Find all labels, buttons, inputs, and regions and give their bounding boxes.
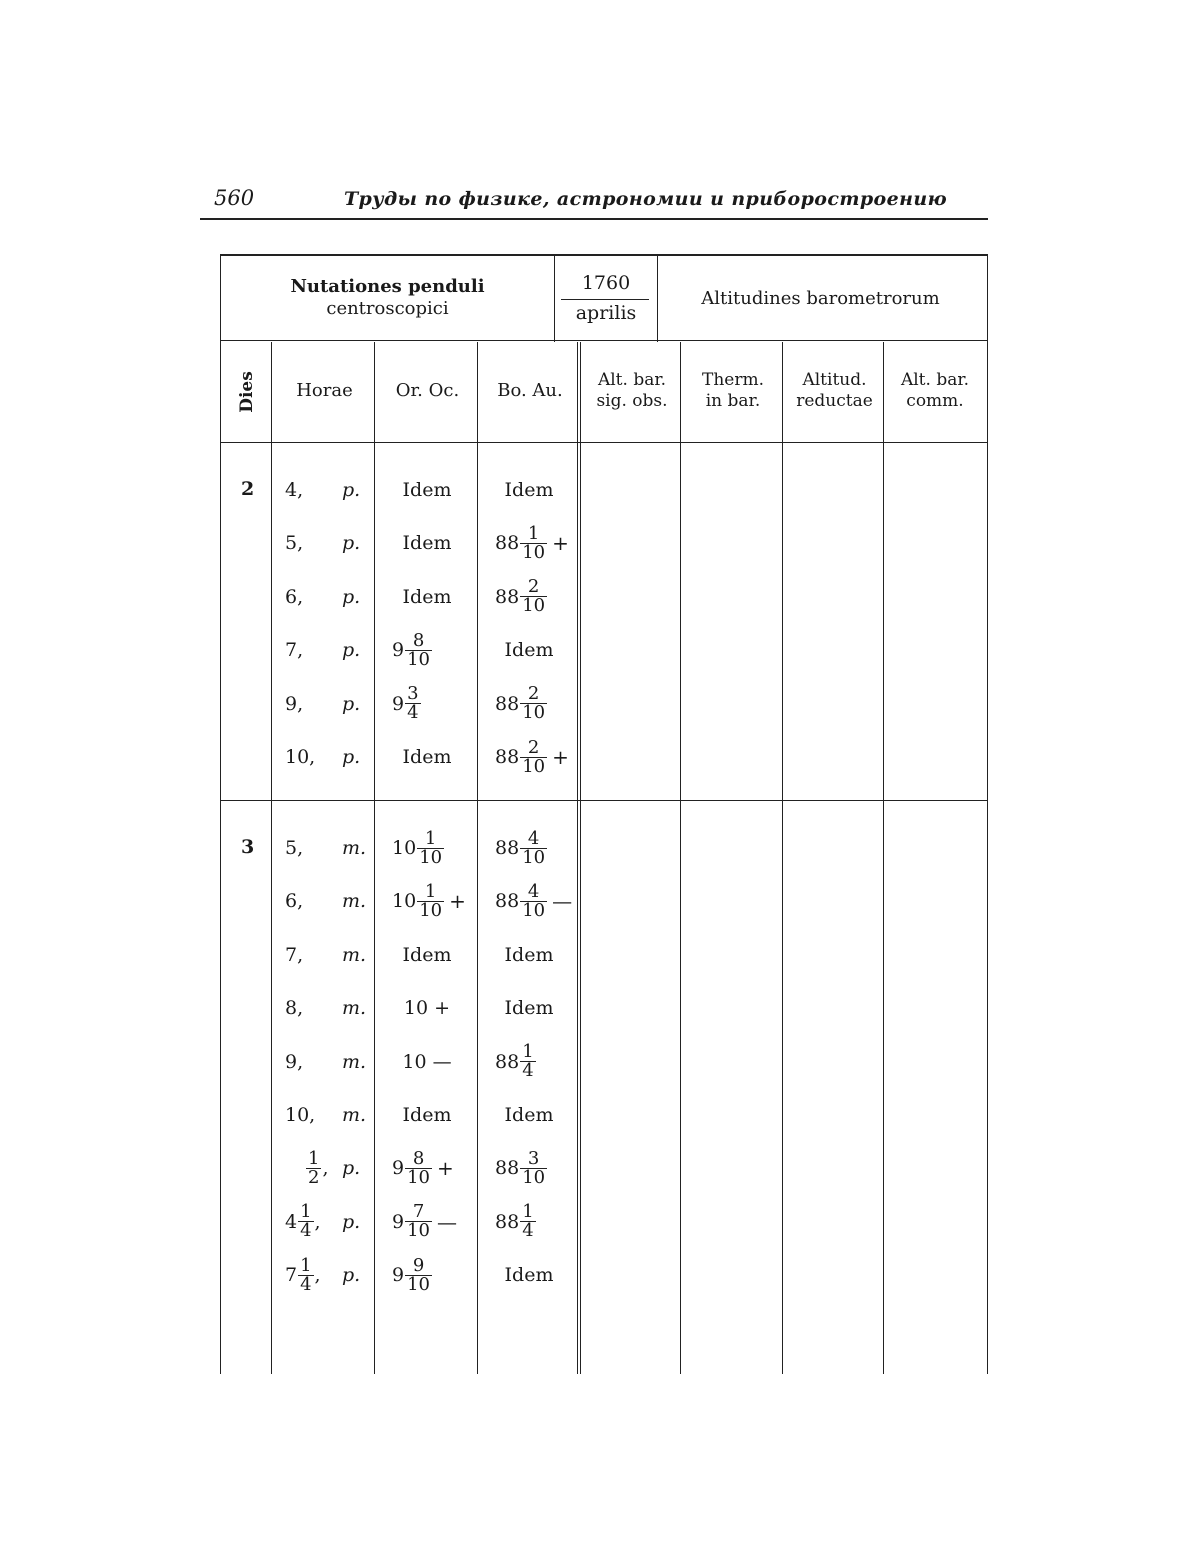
hour-value: 7, (285, 943, 304, 966)
fraction (520, 1043, 535, 1080)
hour-value: 5, (285, 532, 304, 555)
bo-au-value (479, 628, 579, 672)
fraction-numerator: 2 (527, 576, 540, 598)
bo-au-value (479, 1253, 579, 1297)
observation-table (220, 254, 988, 1374)
fraction-numerator: 2 (527, 736, 540, 758)
hour-cell (285, 1253, 375, 1297)
hour-period: p. (342, 1210, 361, 1233)
date-header (554, 256, 658, 342)
col-header-alt-bar-comm (885, 370, 985, 412)
fraction-denominator: 2 (308, 1166, 320, 1188)
fraction-numerator: 2 (527, 683, 540, 705)
hour-period: m. (342, 837, 367, 859)
cell-text: Idem (504, 1264, 554, 1287)
col-header-alt-bar-obs-line1: Alt. bar. (597, 370, 667, 390)
fraction (520, 736, 547, 777)
fraction-denominator: 10 (522, 595, 546, 617)
or-oc-value (376, 933, 478, 977)
col-header-therm (682, 370, 784, 412)
or-oc-value (376, 735, 478, 779)
or-oc-value (376, 575, 478, 619)
fraction-numerator: 1 (522, 1201, 534, 1223)
or-oc-value (376, 468, 478, 512)
fraction (405, 1254, 432, 1295)
fraction (520, 578, 547, 615)
hour-period: p. (342, 1157, 361, 1180)
sign-mark: + (437, 1156, 454, 1181)
hour-value: 9, (285, 1050, 304, 1073)
fraction-denominator: 10 (419, 846, 443, 868)
cell-text: Idem (402, 746, 452, 768)
fraction-denominator: 10 (419, 899, 443, 921)
col-header-altitud-reductae (784, 370, 885, 412)
col-header-comm-line2: comm. (906, 391, 964, 411)
month-label: aprilis (575, 302, 637, 324)
hour-value: 10, (285, 1104, 316, 1126)
bo-au-value (479, 1146, 579, 1190)
sign-mark: + (449, 889, 466, 914)
whole-part: 9 (392, 1264, 405, 1287)
cell-text: Idem (504, 479, 554, 501)
whole-part: 88 (495, 837, 520, 859)
hour-value: 10, (285, 746, 316, 768)
col-header-altitud-line2: reductae (796, 391, 873, 411)
hour-period: m. (342, 890, 367, 913)
hour-separator: , (322, 1157, 329, 1180)
fraction-numerator: 1 (527, 522, 540, 544)
fraction (520, 880, 547, 921)
running-header (200, 184, 988, 220)
or-oc-value (376, 1200, 478, 1244)
bo-au-value (479, 735, 579, 779)
bo-au-value (479, 879, 579, 923)
fraction (298, 1203, 313, 1240)
hour-separator: , (314, 1264, 321, 1287)
hour-period: p. (342, 746, 361, 768)
hour-cell (285, 521, 375, 565)
fraction-denominator: 4 (300, 1273, 312, 1295)
fraction-denominator: 10 (522, 1166, 546, 1188)
whole-part: 88 (495, 585, 520, 608)
hour-separator: , (314, 1210, 321, 1233)
column-header-rule (221, 442, 987, 443)
hour-value: 6, (285, 890, 304, 913)
fraction-numerator: 1 (522, 1041, 534, 1063)
fraction-numerator: 4 (527, 880, 540, 902)
hour-period: p. (342, 1264, 361, 1287)
fraction (520, 685, 547, 722)
col-header-alt-bar-obs-line2: sig. obs. (596, 391, 668, 411)
fraction-numerator: 3 (527, 1147, 540, 1169)
col-header-or-oc: Or. Oc. (395, 380, 460, 401)
bo-au-value (479, 1040, 579, 1084)
bo-au-value (479, 521, 579, 565)
col-divider (782, 342, 783, 1374)
cell-text: Idem (504, 1104, 554, 1126)
whole-part: 9 (392, 639, 405, 662)
fraction (405, 685, 420, 722)
year-divider (561, 299, 649, 300)
hour-cell (285, 575, 375, 619)
fraction-denominator: 10 (407, 1166, 430, 1188)
whole-part: 88 (495, 692, 520, 715)
bo-au-value (479, 826, 579, 870)
col-header-dies-label: Dies (237, 371, 257, 413)
hour-whole: 4 (285, 1210, 298, 1233)
fraction-denominator: 10 (407, 1220, 430, 1242)
bo-au-value (479, 575, 579, 619)
sign-mark: + (552, 531, 569, 556)
hour-cell (285, 1200, 375, 1244)
fraction (405, 1203, 432, 1240)
col-divider (883, 342, 884, 1374)
cell-text: Idem (504, 639, 554, 662)
or-oc-value (376, 1253, 478, 1297)
whole-part: 9 (392, 1157, 405, 1180)
whole-part: 9 (392, 1210, 405, 1233)
fraction-denominator: 10 (522, 846, 546, 868)
year-label: 1760 (581, 272, 631, 294)
or-oc-value (376, 1146, 478, 1190)
sign-mark: — (437, 1209, 457, 1234)
fraction (417, 827, 444, 868)
hour-value: 8, (285, 997, 304, 1020)
or-oc-value (376, 521, 478, 565)
bo-au-value (479, 1093, 579, 1137)
fraction-denominator: 10 (522, 541, 546, 563)
hour-cell (285, 682, 375, 726)
fraction-numerator: 9 (412, 1254, 425, 1276)
fraction (306, 1147, 321, 1188)
bo-au-value (479, 1200, 579, 1244)
bo-au-value (479, 986, 579, 1030)
cell-text: Idem (402, 532, 452, 555)
bo-au-value (479, 468, 579, 512)
col-header-horae: Horae (296, 380, 353, 401)
col-header-therm-line1: Therm. (702, 370, 764, 390)
or-oc-value (376, 1093, 478, 1137)
fraction-denominator: 10 (407, 1273, 430, 1295)
cell-text: Idem (402, 943, 452, 966)
day-separator-rule (221, 800, 987, 801)
fraction-numerator: 7 (412, 1201, 425, 1223)
col-divider (680, 342, 681, 1374)
whole-part: 88 (495, 890, 520, 913)
whole-part: 10 (392, 890, 417, 913)
fraction-denominator: 4 (300, 1220, 312, 1242)
day-number: 3 (241, 836, 255, 858)
hour-period: m. (342, 997, 367, 1020)
altitudines-header: Altitudines barometrorum (701, 288, 940, 309)
header-rule (221, 340, 987, 341)
or-oc-value (376, 826, 478, 870)
or-oc-value (376, 986, 478, 1030)
col-header-dies (221, 342, 273, 442)
whole-part: 10 (392, 837, 417, 859)
fraction-numerator: 1 (308, 1147, 320, 1169)
fraction-numerator: 1 (300, 1254, 312, 1276)
col-header-comm-line1: Alt. bar. (900, 370, 970, 390)
hour-whole: 7 (285, 1264, 298, 1287)
whole-part: 88 (495, 532, 520, 555)
col-header-alt-bar-obs (582, 370, 682, 412)
hour-period: p. (342, 532, 361, 555)
hour-value: 7, (285, 639, 304, 662)
or-oc-value (376, 628, 478, 672)
or-oc-value (376, 682, 478, 726)
hour-value: 4, (285, 479, 304, 501)
whole-part: 88 (495, 1157, 520, 1180)
fraction-denominator: 10 (522, 702, 546, 724)
page-number: 560 (214, 186, 255, 210)
fraction (520, 1203, 535, 1240)
fraction-numerator: 3 (407, 683, 419, 705)
col-header-bo-au: Bo. Au. (497, 380, 563, 401)
hour-cell (285, 628, 375, 672)
hour-cell (285, 468, 375, 512)
fraction (520, 1147, 547, 1188)
sign-mark: — (552, 889, 573, 914)
fraction (520, 522, 547, 563)
hour-period: p. (342, 692, 361, 715)
fraction (405, 629, 432, 670)
fraction-numerator: 1 (300, 1201, 312, 1223)
fraction-denominator: 10 (522, 755, 546, 777)
cell-text: 10 — (402, 1050, 452, 1073)
fraction-denominator: 10 (522, 899, 546, 921)
cell-text: Idem (402, 479, 452, 501)
hour-period: p. (342, 479, 361, 501)
hour-cell (285, 735, 375, 779)
fraction-numerator: 4 (527, 827, 540, 849)
hour-period: m. (342, 1050, 367, 1073)
day-number: 2 (241, 478, 255, 500)
fraction-denominator: 4 (522, 1220, 534, 1242)
sign-mark: + (552, 745, 569, 769)
bo-au-value (479, 682, 579, 726)
hour-value: 9, (285, 692, 304, 715)
cell-text: Idem (504, 943, 554, 966)
fraction (298, 1254, 313, 1295)
col-header-therm-line2: in bar. (705, 391, 761, 411)
whole-part: 88 (495, 1050, 520, 1073)
nutationes-header (221, 276, 554, 320)
fraction-denominator: 4 (522, 1060, 534, 1082)
fraction (405, 1147, 432, 1188)
cell-text: Idem (402, 585, 452, 608)
fraction-numerator: 1 (424, 880, 437, 902)
running-title: Труды по физике, астрономии и приборостроению (344, 188, 947, 210)
fraction-numerator: 1 (424, 827, 437, 849)
fraction (417, 880, 444, 921)
hour-period: m. (342, 943, 367, 966)
whole-part: 88 (495, 746, 520, 768)
whole-part: 88 (495, 1210, 520, 1233)
nutationes-header-line2: centroscopici (326, 298, 449, 319)
cell-text: Idem (402, 1104, 452, 1126)
or-oc-value (376, 1040, 478, 1084)
hour-value: 5, (285, 837, 304, 859)
hour-value: 6, (285, 585, 304, 608)
col-divider (271, 342, 272, 1374)
cell-text: 10 + (403, 997, 451, 1020)
hour-period: m. (342, 1104, 367, 1126)
fraction-denominator: 4 (407, 702, 419, 724)
bo-au-value (479, 933, 579, 977)
fraction (520, 827, 547, 868)
hour-period: p. (342, 639, 361, 662)
whole-part: 9 (392, 692, 405, 715)
fraction-numerator: 8 (412, 1147, 425, 1169)
or-oc-value (376, 879, 478, 923)
cell-text: Idem (504, 997, 554, 1020)
fraction-denominator: 10 (407, 648, 430, 670)
col-header-altitud-line1: Altitud. (802, 370, 867, 390)
nutationes-header-line1: Nutationes penduli (290, 276, 485, 297)
fraction-numerator: 8 (412, 629, 425, 651)
hour-period: p. (342, 585, 361, 608)
